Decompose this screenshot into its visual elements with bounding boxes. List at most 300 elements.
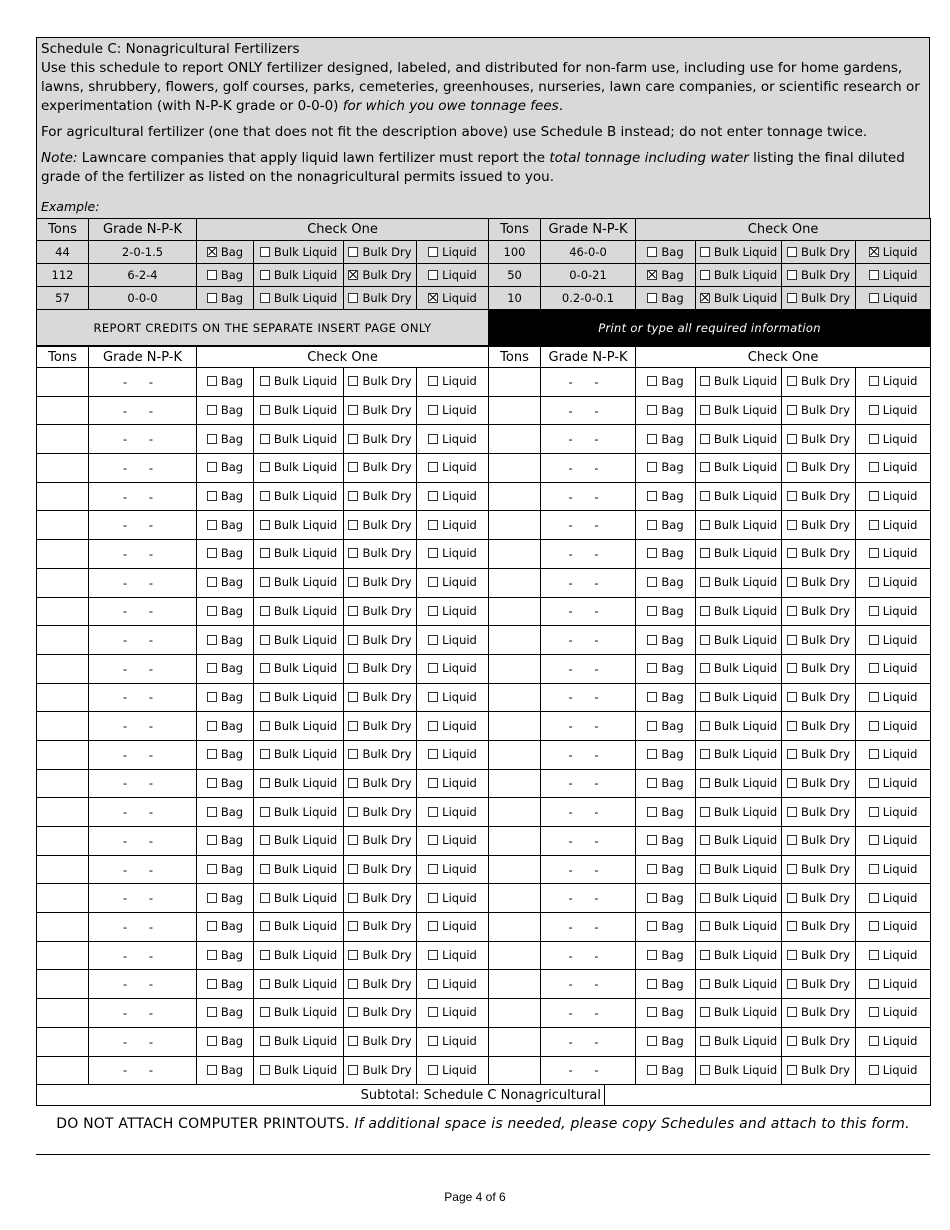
entry-liquid-option[interactable] <box>417 999 489 1028</box>
bulk-liquid-checkbox[interactable] <box>260 807 270 817</box>
bulk-dry-checkbox[interactable] <box>787 635 797 645</box>
entry-liquid-option[interactable] <box>856 798 931 827</box>
tons-input[interactable] <box>37 425 89 454</box>
tons-input[interactable] <box>489 712 541 741</box>
bulk-dry-checkbox[interactable] <box>787 921 797 931</box>
entry-bulk-liquid-option[interactable] <box>696 568 782 597</box>
entry-bag-option[interactable] <box>197 1027 254 1056</box>
entry-bulk-dry-option[interactable] <box>344 769 417 798</box>
grade-input[interactable]: - - <box>89 568 197 597</box>
bag-checkbox[interactable] <box>207 491 217 501</box>
entry-bulk-liquid-option[interactable] <box>254 769 344 798</box>
bag-checkbox[interactable] <box>647 778 657 788</box>
bulk-liquid-checkbox[interactable] <box>260 635 270 645</box>
entry-bag-option[interactable] <box>636 368 696 397</box>
entry-bulk-liquid-option[interactable] <box>696 970 782 999</box>
bulk-liquid-checkbox[interactable] <box>700 405 710 415</box>
bag-checkbox[interactable] <box>207 893 217 903</box>
liquid-checkbox[interactable] <box>869 950 879 960</box>
grade-input[interactable]: - - <box>89 712 197 741</box>
entry-liquid-option[interactable] <box>417 1027 489 1056</box>
entry-bulk-dry-option[interactable] <box>782 855 856 884</box>
bulk-liquid-checkbox[interactable] <box>700 606 710 616</box>
tons-input[interactable] <box>489 540 541 569</box>
liquid-checkbox[interactable] <box>869 376 879 386</box>
bulk-dry-checkbox[interactable] <box>787 1036 797 1046</box>
entry-liquid-option[interactable] <box>417 396 489 425</box>
entry-bulk-dry-option[interactable] <box>782 568 856 597</box>
liquid-checkbox[interactable] <box>869 577 879 587</box>
bulk-dry-checkbox[interactable] <box>348 520 358 530</box>
bag-checkbox[interactable] <box>207 721 217 731</box>
bulk-dry-checkbox[interactable] <box>348 1007 358 1017</box>
grade-input[interactable]: - - <box>89 540 197 569</box>
entry-bag-option[interactable] <box>636 683 696 712</box>
entry-bag-option[interactable] <box>197 683 254 712</box>
liquid-checkbox[interactable] <box>869 520 879 530</box>
liquid-checkbox[interactable] <box>428 749 438 759</box>
grade-input[interactable]: - - <box>541 941 636 970</box>
bulk-liquid-checkbox[interactable] <box>700 577 710 587</box>
grade-input[interactable]: - - <box>541 913 636 942</box>
entry-liquid-option[interactable] <box>856 482 931 511</box>
liquid-checkbox[interactable] <box>428 692 438 702</box>
entry-bag-option[interactable] <box>636 999 696 1028</box>
entry-liquid-option[interactable] <box>856 884 931 913</box>
liquid-checkbox[interactable] <box>869 434 879 444</box>
bulk-dry-checkbox[interactable] <box>348 663 358 673</box>
bulk-liquid-checkbox[interactable] <box>700 778 710 788</box>
tons-input[interactable] <box>489 740 541 769</box>
entry-bag-option[interactable] <box>197 511 254 540</box>
grade-input[interactable]: - - <box>541 999 636 1028</box>
entry-bulk-liquid-option[interactable] <box>254 855 344 884</box>
bag-checkbox[interactable] <box>207 405 217 415</box>
entry-bulk-dry-option[interactable] <box>782 454 856 483</box>
tons-input[interactable] <box>489 855 541 884</box>
entry-liquid-option[interactable] <box>417 740 489 769</box>
tons-input[interactable] <box>37 368 89 397</box>
bag-checkbox[interactable] <box>647 405 657 415</box>
entry-bulk-liquid-option[interactable] <box>254 626 344 655</box>
bag-checkbox[interactable] <box>207 635 217 645</box>
bulk-dry-checkbox[interactable] <box>787 520 797 530</box>
tons-input[interactable] <box>489 683 541 712</box>
entry-bulk-liquid-option[interactable] <box>254 970 344 999</box>
bulk-liquid-checkbox[interactable] <box>700 893 710 903</box>
bulk-dry-checkbox[interactable] <box>787 692 797 702</box>
grade-input[interactable]: - - <box>89 454 197 483</box>
grade-input[interactable]: - - <box>89 368 197 397</box>
bulk-dry-checkbox[interactable] <box>787 462 797 472</box>
entry-liquid-option[interactable] <box>417 712 489 741</box>
entry-bulk-dry-option[interactable] <box>782 740 856 769</box>
bulk-liquid-checkbox[interactable] <box>260 376 270 386</box>
bulk-dry-checkbox[interactable] <box>348 635 358 645</box>
bulk-liquid-checkbox[interactable] <box>260 864 270 874</box>
entry-bulk-dry-option[interactable] <box>782 798 856 827</box>
entry-bulk-liquid-option[interactable] <box>254 1056 344 1085</box>
tons-input[interactable] <box>489 568 541 597</box>
entry-liquid-option[interactable] <box>856 568 931 597</box>
grade-input[interactable]: - - <box>541 626 636 655</box>
grade-input[interactable]: - - <box>541 396 636 425</box>
tons-input[interactable] <box>489 425 541 454</box>
bulk-dry-checkbox[interactable] <box>787 864 797 874</box>
entry-bulk-liquid-option[interactable] <box>254 396 344 425</box>
tons-input[interactable] <box>37 454 89 483</box>
entry-bulk-dry-option[interactable] <box>344 941 417 970</box>
entry-bulk-liquid-option[interactable] <box>254 798 344 827</box>
liquid-checkbox[interactable] <box>428 1065 438 1075</box>
entry-bulk-liquid-option[interactable] <box>254 827 344 856</box>
entry-bag-option[interactable] <box>636 712 696 741</box>
entry-bulk-liquid-option[interactable] <box>254 482 344 511</box>
grade-input[interactable]: - - <box>89 425 197 454</box>
entry-bulk-dry-option[interactable] <box>344 1056 417 1085</box>
entry-bulk-liquid-option[interactable] <box>254 540 344 569</box>
liquid-checkbox[interactable] <box>869 1007 879 1017</box>
bag-checkbox[interactable] <box>207 1036 217 1046</box>
bulk-dry-checkbox[interactable] <box>787 376 797 386</box>
entry-bulk-dry-option[interactable] <box>782 368 856 397</box>
entry-bulk-liquid-option[interactable] <box>254 511 344 540</box>
bag-checkbox[interactable] <box>647 835 657 845</box>
bag-checkbox[interactable] <box>207 979 217 989</box>
entry-bulk-liquid-option[interactable] <box>254 425 344 454</box>
entry-bulk-dry-option[interactable] <box>344 568 417 597</box>
entry-bulk-dry-option[interactable] <box>344 740 417 769</box>
bulk-dry-checkbox[interactable] <box>348 893 358 903</box>
entry-liquid-option[interactable] <box>856 999 931 1028</box>
bulk-dry-checkbox[interactable] <box>787 807 797 817</box>
liquid-checkbox[interactable] <box>428 548 438 558</box>
entry-liquid-option[interactable] <box>417 827 489 856</box>
bag-checkbox[interactable] <box>207 921 217 931</box>
entry-bag-option[interactable] <box>636 740 696 769</box>
bulk-dry-checkbox[interactable] <box>348 721 358 731</box>
bulk-dry-checkbox[interactable] <box>787 548 797 558</box>
bulk-dry-checkbox[interactable] <box>787 721 797 731</box>
tons-input[interactable] <box>37 913 89 942</box>
bulk-dry-checkbox[interactable] <box>787 950 797 960</box>
tons-input[interactable] <box>489 368 541 397</box>
grade-input[interactable]: - - <box>541 597 636 626</box>
bulk-dry-checkbox[interactable] <box>787 835 797 845</box>
grade-input[interactable]: - - <box>89 827 197 856</box>
grade-input[interactable]: - - <box>541 568 636 597</box>
bulk-dry-checkbox[interactable] <box>787 893 797 903</box>
bulk-liquid-checkbox[interactable] <box>260 921 270 931</box>
tons-input[interactable] <box>37 626 89 655</box>
entry-bulk-dry-option[interactable] <box>344 368 417 397</box>
bulk-dry-checkbox[interactable] <box>787 778 797 788</box>
entry-liquid-option[interactable] <box>856 626 931 655</box>
liquid-checkbox[interactable] <box>869 1036 879 1046</box>
bag-checkbox[interactable] <box>207 548 217 558</box>
bag-checkbox[interactable] <box>647 548 657 558</box>
bulk-dry-checkbox[interactable] <box>787 1065 797 1075</box>
liquid-checkbox[interactable] <box>869 778 879 788</box>
bulk-liquid-checkbox[interactable] <box>260 778 270 788</box>
bag-checkbox[interactable] <box>207 807 217 817</box>
entry-bulk-dry-option[interactable] <box>782 712 856 741</box>
bulk-dry-checkbox[interactable] <box>348 548 358 558</box>
entry-bag-option[interactable] <box>197 970 254 999</box>
entry-liquid-option[interactable] <box>417 769 489 798</box>
bulk-dry-checkbox[interactable] <box>348 491 358 501</box>
entry-bag-option[interactable] <box>197 396 254 425</box>
entry-bag-option[interactable] <box>636 626 696 655</box>
entry-bulk-liquid-option[interactable] <box>696 368 782 397</box>
liquid-checkbox[interactable] <box>428 1036 438 1046</box>
tons-input[interactable] <box>489 884 541 913</box>
bag-checkbox[interactable] <box>207 577 217 587</box>
bulk-dry-checkbox[interactable] <box>348 1065 358 1075</box>
bag-checkbox[interactable] <box>647 491 657 501</box>
bulk-liquid-checkbox[interactable] <box>260 893 270 903</box>
tons-input[interactable] <box>37 597 89 626</box>
tons-input[interactable] <box>37 827 89 856</box>
entry-bulk-liquid-option[interactable] <box>696 798 782 827</box>
bulk-liquid-checkbox[interactable] <box>700 807 710 817</box>
entry-bulk-dry-option[interactable] <box>782 913 856 942</box>
entry-bulk-liquid-option[interactable] <box>254 654 344 683</box>
bag-checkbox[interactable] <box>647 979 657 989</box>
entry-bulk-dry-option[interactable] <box>344 597 417 626</box>
entry-bulk-dry-option[interactable] <box>344 827 417 856</box>
entry-bag-option[interactable] <box>636 540 696 569</box>
entry-bulk-dry-option[interactable] <box>344 683 417 712</box>
liquid-checkbox[interactable] <box>428 491 438 501</box>
liquid-checkbox[interactable] <box>869 864 879 874</box>
bulk-dry-checkbox[interactable] <box>348 807 358 817</box>
entry-bulk-liquid-option[interactable] <box>254 884 344 913</box>
bag-checkbox[interactable] <box>647 635 657 645</box>
entry-bag-option[interactable] <box>197 454 254 483</box>
bag-checkbox[interactable] <box>647 864 657 874</box>
bulk-liquid-checkbox[interactable] <box>700 1036 710 1046</box>
entry-liquid-option[interactable] <box>856 941 931 970</box>
liquid-checkbox[interactable] <box>869 1065 879 1075</box>
entry-liquid-option[interactable] <box>856 511 931 540</box>
entry-liquid-option[interactable] <box>856 1056 931 1085</box>
bag-checkbox[interactable] <box>647 749 657 759</box>
liquid-checkbox[interactable] <box>869 663 879 673</box>
entry-bag-option[interactable] <box>636 970 696 999</box>
liquid-checkbox[interactable] <box>428 462 438 472</box>
entry-bulk-liquid-option[interactable] <box>254 597 344 626</box>
bulk-liquid-checkbox[interactable] <box>700 635 710 645</box>
entry-liquid-option[interactable] <box>417 568 489 597</box>
liquid-checkbox[interactable] <box>869 462 879 472</box>
tons-input[interactable] <box>37 769 89 798</box>
tons-input[interactable] <box>37 482 89 511</box>
bag-checkbox[interactable] <box>207 692 217 702</box>
bag-checkbox[interactable] <box>207 434 217 444</box>
liquid-checkbox[interactable] <box>869 491 879 501</box>
bulk-liquid-checkbox[interactable] <box>260 692 270 702</box>
tons-input[interactable] <box>489 396 541 425</box>
bag-checkbox[interactable] <box>207 462 217 472</box>
bulk-liquid-checkbox[interactable] <box>260 1065 270 1075</box>
bulk-dry-checkbox[interactable] <box>348 979 358 989</box>
bag-checkbox[interactable] <box>207 1007 217 1017</box>
grade-input[interactable]: - - <box>89 740 197 769</box>
tons-input[interactable] <box>489 511 541 540</box>
grade-input[interactable]: - - <box>541 1056 636 1085</box>
entry-bag-option[interactable] <box>197 482 254 511</box>
liquid-checkbox[interactable] <box>428 405 438 415</box>
tons-input[interactable] <box>37 855 89 884</box>
bag-checkbox[interactable] <box>647 1007 657 1017</box>
entry-bulk-liquid-option[interactable] <box>254 913 344 942</box>
liquid-checkbox[interactable] <box>428 835 438 845</box>
bag-checkbox[interactable] <box>647 950 657 960</box>
entry-bulk-dry-option[interactable] <box>782 482 856 511</box>
bag-checkbox[interactable] <box>647 577 657 587</box>
entry-bag-option[interactable] <box>636 396 696 425</box>
bag-checkbox[interactable] <box>647 1065 657 1075</box>
liquid-checkbox[interactable] <box>428 807 438 817</box>
entry-bulk-liquid-option[interactable] <box>254 999 344 1028</box>
grade-input[interactable]: - - <box>541 368 636 397</box>
entry-bulk-dry-option[interactable] <box>782 999 856 1028</box>
entry-bag-option[interactable] <box>636 654 696 683</box>
liquid-checkbox[interactable] <box>869 635 879 645</box>
grade-input[interactable]: - - <box>89 396 197 425</box>
bulk-liquid-checkbox[interactable] <box>260 979 270 989</box>
entry-bulk-dry-option[interactable] <box>782 769 856 798</box>
entry-liquid-option[interactable] <box>417 626 489 655</box>
entry-bulk-liquid-option[interactable] <box>696 654 782 683</box>
bulk-dry-checkbox[interactable] <box>787 606 797 616</box>
entry-bag-option[interactable] <box>636 482 696 511</box>
bulk-dry-checkbox[interactable] <box>348 864 358 874</box>
bulk-dry-checkbox[interactable] <box>348 1036 358 1046</box>
entry-liquid-option[interactable] <box>856 1027 931 1056</box>
entry-bag-option[interactable] <box>197 540 254 569</box>
entry-bag-option[interactable] <box>636 769 696 798</box>
bulk-dry-checkbox[interactable] <box>348 376 358 386</box>
liquid-checkbox[interactable] <box>869 807 879 817</box>
grade-input[interactable]: - - <box>89 626 197 655</box>
liquid-checkbox[interactable] <box>869 721 879 731</box>
entry-bulk-liquid-option[interactable] <box>696 999 782 1028</box>
tons-input[interactable] <box>37 1056 89 1085</box>
entry-bulk-liquid-option[interactable] <box>254 368 344 397</box>
entry-bag-option[interactable] <box>197 827 254 856</box>
tons-input[interactable] <box>489 999 541 1028</box>
bag-checkbox[interactable] <box>647 434 657 444</box>
tons-input[interactable] <box>489 941 541 970</box>
liquid-checkbox[interactable] <box>428 893 438 903</box>
grade-input[interactable]: - - <box>541 1027 636 1056</box>
grade-input[interactable]: - - <box>541 683 636 712</box>
liquid-checkbox[interactable] <box>428 921 438 931</box>
entry-bag-option[interactable] <box>636 425 696 454</box>
entry-bulk-liquid-option[interactable] <box>696 597 782 626</box>
entry-bulk-liquid-option[interactable] <box>254 683 344 712</box>
bag-checkbox[interactable] <box>647 663 657 673</box>
grade-input[interactable]: - - <box>541 740 636 769</box>
entry-bulk-liquid-option[interactable] <box>696 712 782 741</box>
entry-bulk-dry-option[interactable] <box>344 1027 417 1056</box>
entry-liquid-option[interactable] <box>856 454 931 483</box>
bulk-liquid-checkbox[interactable] <box>700 950 710 960</box>
entry-liquid-option[interactable] <box>856 827 931 856</box>
entry-bulk-dry-option[interactable] <box>782 884 856 913</box>
bulk-liquid-checkbox[interactable] <box>700 749 710 759</box>
entry-bulk-dry-option[interactable] <box>782 1056 856 1085</box>
grade-input[interactable]: - - <box>89 683 197 712</box>
entry-bulk-liquid-option[interactable] <box>696 626 782 655</box>
grade-input[interactable]: - - <box>89 884 197 913</box>
entry-liquid-option[interactable] <box>856 913 931 942</box>
liquid-checkbox[interactable] <box>428 577 438 587</box>
bulk-dry-checkbox[interactable] <box>787 979 797 989</box>
entry-bulk-liquid-option[interactable] <box>696 740 782 769</box>
bulk-liquid-checkbox[interactable] <box>700 520 710 530</box>
liquid-checkbox[interactable] <box>428 864 438 874</box>
liquid-checkbox[interactable] <box>428 1007 438 1017</box>
bulk-liquid-checkbox[interactable] <box>260 749 270 759</box>
bulk-dry-checkbox[interactable] <box>348 577 358 587</box>
liquid-checkbox[interactable] <box>428 778 438 788</box>
tons-input[interactable] <box>489 454 541 483</box>
grade-input[interactable]: - - <box>541 827 636 856</box>
entry-bag-option[interactable] <box>636 454 696 483</box>
entry-bulk-liquid-option[interactable] <box>254 1027 344 1056</box>
entry-bag-option[interactable] <box>197 626 254 655</box>
entry-bag-option[interactable] <box>636 597 696 626</box>
entry-bulk-dry-option[interactable] <box>344 626 417 655</box>
bulk-liquid-checkbox[interactable] <box>700 721 710 731</box>
entry-liquid-option[interactable] <box>856 368 931 397</box>
entry-bulk-liquid-option[interactable] <box>254 740 344 769</box>
entry-bag-option[interactable] <box>197 740 254 769</box>
bulk-dry-checkbox[interactable] <box>787 491 797 501</box>
bulk-liquid-checkbox[interactable] <box>260 1007 270 1017</box>
entry-liquid-option[interactable] <box>417 941 489 970</box>
entry-liquid-option[interactable] <box>856 597 931 626</box>
liquid-checkbox[interactable] <box>428 721 438 731</box>
bulk-liquid-checkbox[interactable] <box>260 577 270 587</box>
entry-bulk-liquid-option[interactable] <box>696 855 782 884</box>
entry-liquid-option[interactable] <box>856 683 931 712</box>
entry-bulk-dry-option[interactable] <box>782 425 856 454</box>
entry-bulk-liquid-option[interactable] <box>254 712 344 741</box>
bulk-liquid-checkbox[interactable] <box>700 692 710 702</box>
bulk-liquid-checkbox[interactable] <box>700 663 710 673</box>
bulk-liquid-checkbox[interactable] <box>260 491 270 501</box>
grade-input[interactable]: - - <box>89 1027 197 1056</box>
bulk-dry-checkbox[interactable] <box>348 405 358 415</box>
bag-checkbox[interactable] <box>647 921 657 931</box>
bag-checkbox[interactable] <box>207 950 217 960</box>
entry-liquid-option[interactable] <box>417 511 489 540</box>
entry-bulk-dry-option[interactable] <box>344 654 417 683</box>
liquid-checkbox[interactable] <box>428 635 438 645</box>
entry-bag-option[interactable] <box>636 568 696 597</box>
bag-checkbox[interactable] <box>207 663 217 673</box>
entry-bulk-dry-option[interactable] <box>344 540 417 569</box>
tons-input[interactable] <box>489 827 541 856</box>
tons-input[interactable] <box>489 482 541 511</box>
liquid-checkbox[interactable] <box>869 979 879 989</box>
entry-bag-option[interactable] <box>636 827 696 856</box>
entry-bulk-liquid-option[interactable] <box>696 941 782 970</box>
